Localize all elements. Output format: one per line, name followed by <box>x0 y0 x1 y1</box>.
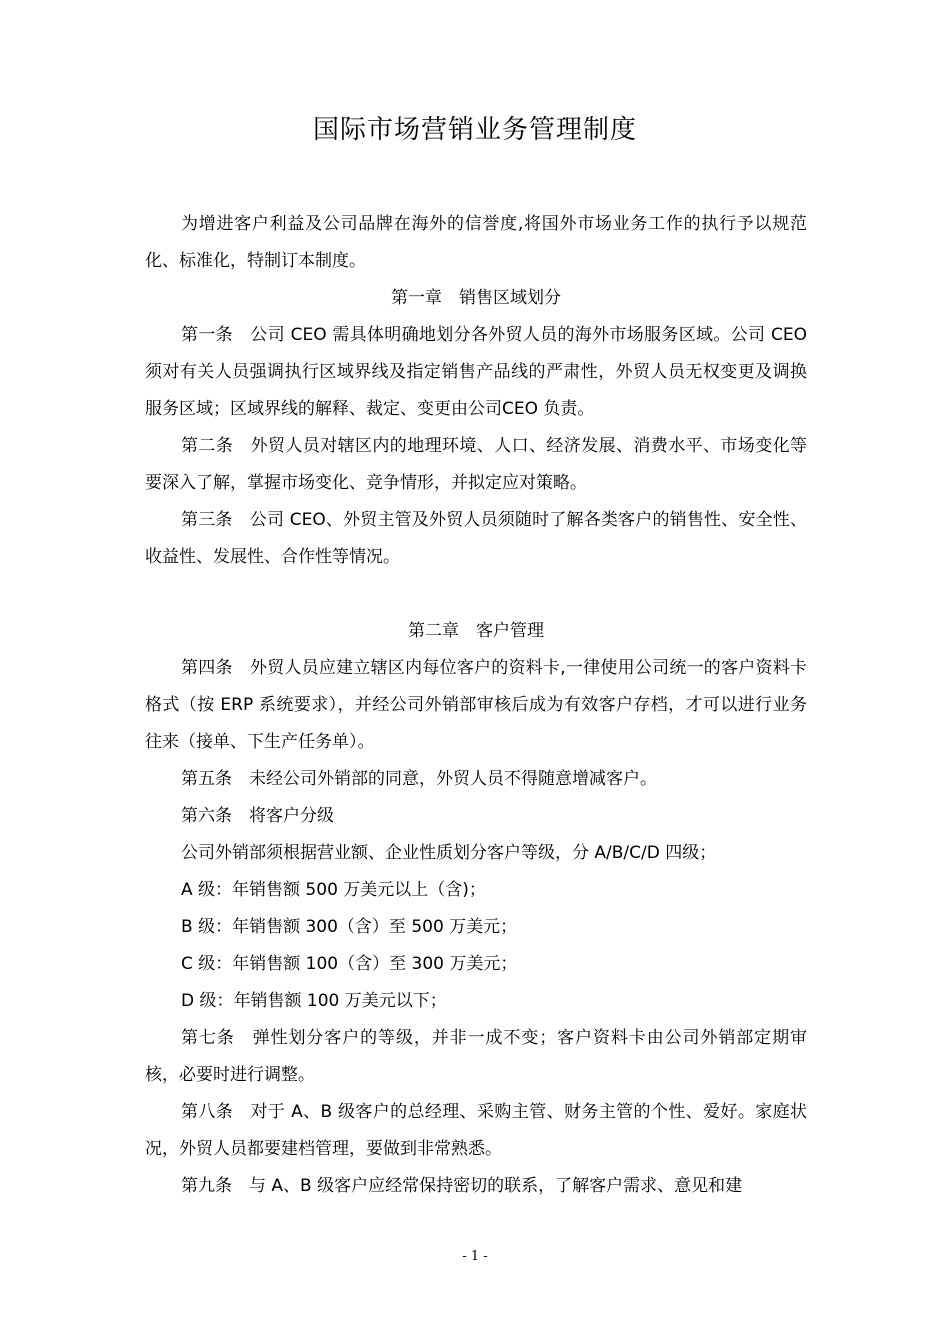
grade-c-item: C 级：年销售额 100（含）至 300 万美元； <box>181 954 518 974</box>
grade-a-item: A 级：年销售额 500 万美元以上（含)； <box>181 880 486 900</box>
grading-intro: 公司外销部须根据营业额、企业性质划分客户等级，分 A/B/C/D 四级； <box>181 843 717 863</box>
article-8: 第八条 对于 A、B 级客户的总经理、采购主管、财务主管的个性、爱好。家庭状况，外贸人员都要建档管理，要做到非常熟悉。 <box>145 1102 807 1159</box>
article-7: 第七条 弹性划分客户的等级，并非一成不变；客户资料卡由公司外销部定期审核，必要时进行调整。 <box>145 1028 807 1085</box>
chapter-2-heading: 第二章 客户管理 <box>408 621 544 641</box>
chapter-1-heading: 第一章 销售区域划分 <box>391 288 561 308</box>
article-2: 第二条 外贸人员对辖区内的地理环境、人口、经济发展、消费水平、市场变化等要深入了解，掌握市场变化、竞争情形，并拟定应对策略。 <box>145 436 807 493</box>
article-5: 第五条 未经公司外销部的同意，外贸人员不得随意增减客户。 <box>181 769 657 789</box>
article-4: 第四条 外贸人员应建立辖区内每位客户的资料卡,一律使用公司统一的客户资料卡格式（按 ERP 系统要求），并经公司外销部审核后成为有效客户存档，才可以进行业务往来（接单、下生产任务单）。 <box>145 658 807 752</box>
page-number: - 1 - <box>462 1249 488 1264</box>
article-6: 第六条 将客户分级 <box>181 806 334 826</box>
section-spacer <box>145 576 807 613</box>
document-body <box>145 206 807 1205</box>
document-title: 国际市场营销业务管理制度 <box>312 115 637 145</box>
grade-b-item: B 级：年销售额 300（含）至 500 万美元； <box>181 917 518 937</box>
article-1: 第一条 公司 CEO 需具体明确地划分各外贸人员的海外市场服务区域。公司 CEO 须对有关人员强调执行区域界线及指定销售产品线的严肃性，外贸人员无权变更及调换服务区域；区域界线的解释、裁定、变更由公司CEO 负责。 <box>145 325 807 419</box>
article-9: 第九条 与 A、B 级客户应经常保持密切的联系，了解客户需求、意见和建 <box>181 1176 743 1196</box>
intro-paragraph: 为增进客户利益及公司品牌在海外的信誉度,将国外市场业务工作的执行予以规范化、标准化，特制订本制度。 <box>145 214 807 271</box>
grade-d-item: D 级：年销售额 100 万美元以下； <box>181 991 447 1011</box>
article-3: 第三条 公司 CEO、外贸主管及外贸人员须随时了解各类客户的销售性、安全性、收益性、发展性、合作性等情况。 <box>145 510 807 567</box>
